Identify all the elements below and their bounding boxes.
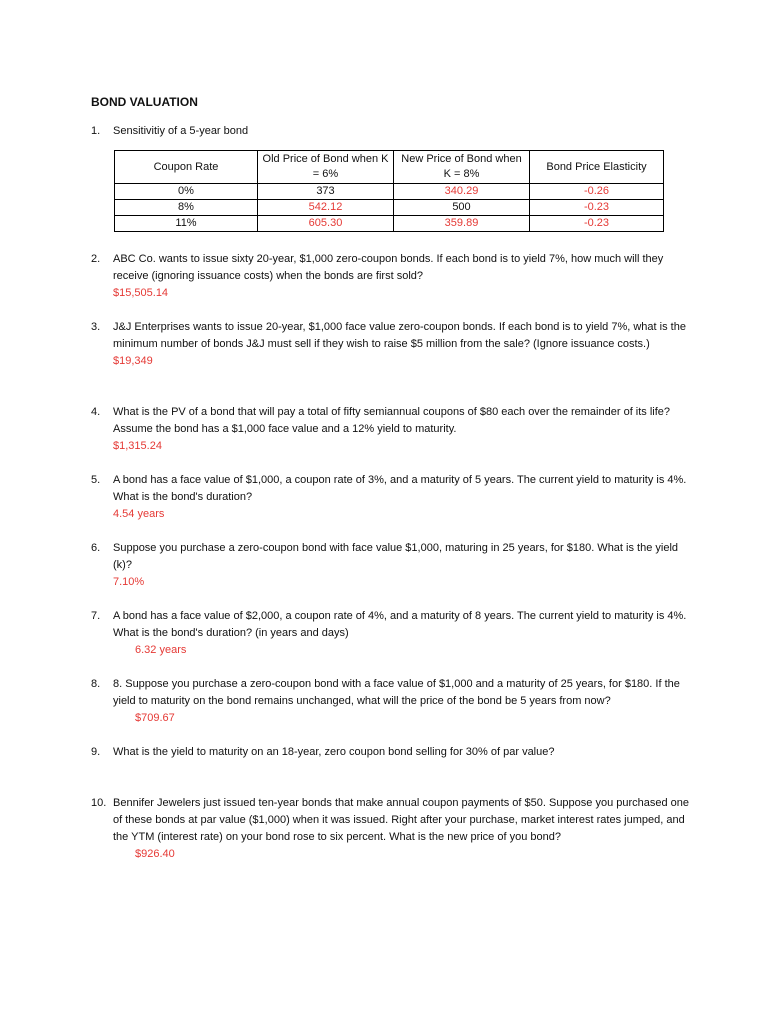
question-number: 10.: [91, 797, 107, 809]
question-text: J&J Enterprises wants to issue 20-year, $1,000 face value zero-coupon bonds. If each bond is to yield 7%, what is the minimum number of bonds J&J must sell if they wish to raise $5 million from the sale? (Ignore issuance costs.): [113, 321, 686, 350]
answer-text: $1,315.24: [113, 440, 162, 452]
table-header-new-price: New Price of Bond when K = 8%: [394, 151, 530, 184]
table-cell: 500: [394, 200, 530, 216]
question-number: 9.: [91, 746, 101, 758]
table-row: [115, 184, 664, 200]
table-cell: 340.29: [394, 184, 530, 200]
table-cell: 0%: [115, 184, 258, 200]
question-number: 4.: [91, 406, 101, 418]
answer-text: 6.32 years: [135, 644, 187, 656]
question-text: A bond has a face value of $2,000, a coupon rate of 4%, and a maturity of 8 years. The current yield to maturity is 4%. What is the bond's duration? (in years and days): [113, 610, 687, 639]
table-row: [115, 200, 664, 216]
question-9: [91, 744, 691, 761]
table-cell: -0.23: [530, 216, 664, 232]
answer-text: 7.10%: [113, 576, 145, 588]
table-cell: -0.26: [530, 184, 664, 200]
question-10: [91, 795, 691, 863]
table-header-row: [115, 151, 664, 184]
table-cell: 11%: [115, 216, 258, 232]
table-cell: 8%: [115, 200, 258, 216]
table-header-old-price: Old Price of Bond when K = 6%: [258, 151, 394, 184]
question-number: 2.: [91, 253, 101, 265]
question-text: Sensitivitiy of a 5-year bond: [113, 125, 249, 137]
table-header-coupon-rate: Coupon Rate: [115, 151, 258, 184]
table-header-elasticity: Bond Price Elasticity: [530, 151, 664, 184]
question-number: 6.: [91, 542, 101, 554]
answer-text: $19,349: [113, 355, 153, 367]
question-5: [91, 472, 691, 523]
question-number: 5.: [91, 474, 101, 486]
question-number: 8.: [91, 678, 101, 690]
table-cell: 359.89: [394, 216, 530, 232]
question-number: 3.: [91, 321, 101, 333]
question-7: [91, 608, 691, 659]
table-row: [115, 216, 664, 232]
question-3: [91, 319, 691, 370]
answer-text: 4.54 years: [113, 508, 165, 520]
question-text: A bond has a face value of $1,000, a coupon rate of 3%, and a maturity of 5 years. The current yield to maturity is 4%. What is the bond's duration?: [113, 474, 687, 503]
question-1: [91, 123, 691, 140]
question-text: Bennifer Jewelers just issued ten-year bonds that make annual coupon payments of $50. Suppose you purchased one of these bonds at par value ($1,000) when it was issued. Right after your purchase, market interest rates jumped, and the YTM (interest rate) on your bond rose to six percent. What is the new price of you bond?: [113, 797, 690, 843]
table-cell: 373: [258, 184, 394, 200]
question-6: [91, 540, 691, 591]
answer-text: $926.40: [135, 848, 175, 860]
question-8: [91, 676, 691, 727]
table-cell: 542.12: [258, 200, 394, 216]
document-title: BOND VALUATION: [91, 95, 198, 109]
question-text: 8. Suppose you purchase a zero-coupon bond with a face value of $1,000 and a maturity of 25 years, for $180. If the yield to maturity on the bond remains unchanged, what will the price of the bond be 5 years from now?: [113, 678, 680, 707]
question-number: 1.: [91, 125, 101, 137]
question-4: [91, 404, 691, 455]
table-cell: -0.23: [530, 200, 664, 216]
answer-text: $709.67: [135, 712, 175, 724]
question-text: What is the PV of a bond that will pay a total of fifty semiannual coupons of $80 each over the remainder of its life? Assume the bond has a $1,000 face value and a 12% yield to maturity.: [113, 406, 671, 435]
sensitivity-table: [114, 150, 664, 232]
question-text: Suppose you purchase a zero-coupon bond with face value $1,000, maturing in 25 years, for $180. What is the yield (k)?: [113, 542, 679, 571]
question-text: ABC Co. wants to issue sixty 20-year, $1,000 zero-coupon bonds. If each bond is to yield 7%, how much will they receive (ignoring issuance costs) when the bonds are first sold?: [113, 253, 664, 282]
question-2: [91, 251, 691, 302]
answer-text: $15,505.14: [113, 287, 169, 299]
question-text: What is the yield to maturity on an 18-year, zero coupon bond selling for 30% of par value?: [113, 746, 555, 758]
table-cell: 605.30: [258, 216, 394, 232]
question-number: 7.: [91, 610, 101, 622]
